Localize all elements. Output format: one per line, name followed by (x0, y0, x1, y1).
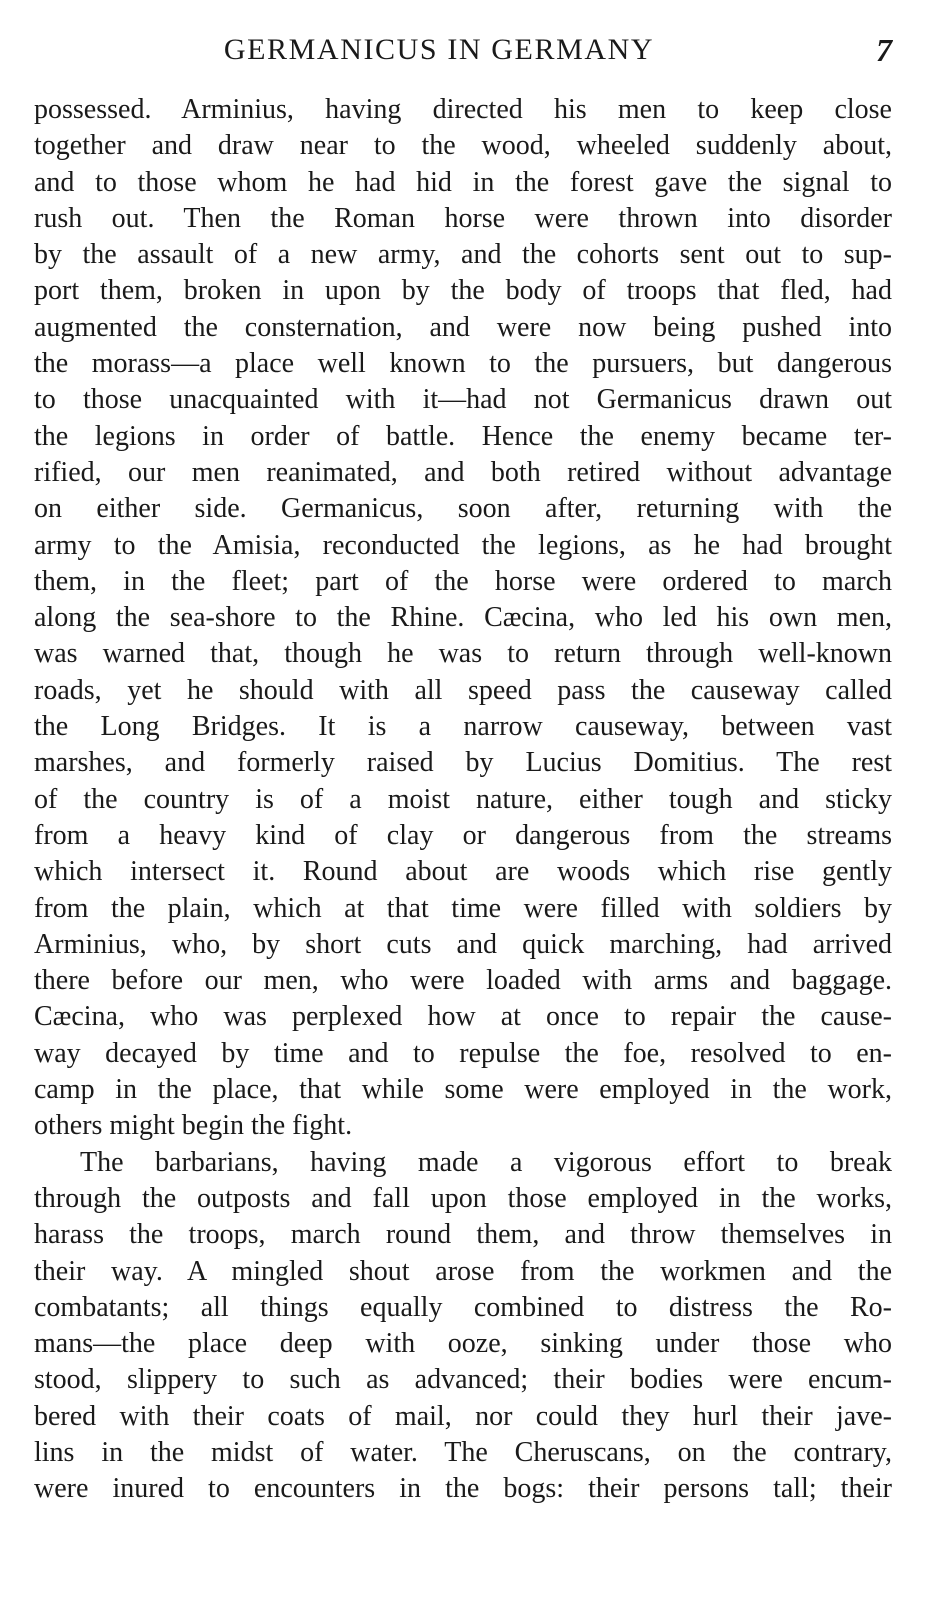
text-line: their way. A mingled shout arose from the workmen and the (34, 1255, 892, 1287)
paragraph-start-line: The barbarians, having made a vigorous effort to break (80, 1146, 892, 1178)
text-line: of the country is of a moist nature, either tough and sticky (34, 783, 892, 815)
text-line: combatants; all things equally combined to distress the Ro- (34, 1291, 892, 1323)
page-number: 7 (876, 32, 892, 68)
text-line: marshes, and formerly raised by Lucius Domitius. The rest (34, 747, 892, 779)
text-line: were inured to encounters in the bogs: their persons tall; their (34, 1473, 892, 1505)
text-line: from a heavy kind of clay or dangerous from the streams (34, 819, 892, 851)
text-line: possessed. Arminius, having directed his men to keep close (34, 94, 892, 125)
text-line: by the assault of a new army, and the cohorts sent out to sup- (34, 239, 892, 271)
text-line: the legions in order of battle. Hence the enemy became ter- (34, 420, 892, 452)
text-line: rush out. Then the Roman horse were thrown into disorder (34, 202, 892, 234)
text-line: to those unacquainted with it—had not Germanicus drawn out (34, 384, 892, 416)
text-line: bered with their coats of mail, nor could they hurl their jave- (34, 1400, 892, 1432)
text-line: from the plain, which at that time were filled with soldiers by (34, 892, 892, 924)
text-line: port them, broken in upon by the body of troops that fled, had (34, 275, 892, 307)
text-line: lins in the midst of water. The Cheruscans, on the contrary, (34, 1436, 892, 1468)
text-line: on either side. Germanicus, soon after, returning with the (34, 493, 892, 525)
text-line: Cæcina, who was perplexed how at once to repair the cause- (34, 1001, 892, 1033)
text-line: them, in the fleet; part of the horse were ordered to march (34, 565, 892, 597)
text-line: rified, our men reanimated, and both retired without advantage (34, 456, 892, 488)
text-line: camp in the place, that while some were employed in the work, (34, 1074, 892, 1106)
text-line: was warned that, though he was to return through well-known (34, 638, 892, 670)
text-line: the morass—a place well known to the pursuers, but dangerous (34, 348, 892, 380)
text-line: army to the Amisia, reconducted the legions, as he had brought (34, 529, 892, 561)
text-line: stood, slippery to such as advanced; their bodies were encum- (34, 1364, 892, 1396)
text-line: there before our men, who were loaded with arms and baggage. (34, 965, 892, 997)
running-head (34, 30, 892, 70)
text-line: and to those whom he had hid in the forest gave the signal to (34, 166, 892, 198)
body-text (34, 92, 892, 1508)
text-line: along the sea-shore to the Rhine. Cæcina, who led his own men, (34, 602, 892, 634)
text-line: mans—the place deep with ooze, sinking under those who (34, 1328, 892, 1360)
text-line: Arminius, who, by short cuts and quick marching, had arrived (34, 928, 892, 960)
paragraph-end-line: others might begin the fight. (34, 1110, 353, 1142)
text-line: the Long Bridges. It is a narrow causeway, between vast (34, 711, 892, 743)
text-line: which intersect it. Round about are woods which rise gently (34, 856, 892, 888)
text-line: harass the troops, march round them, and throw themselves in (34, 1219, 892, 1251)
text-line: way decayed by time and to repulse the foe, resolved to en- (34, 1037, 892, 1069)
text-line: roads, yet he should with all speed pass the causeway called (34, 674, 892, 706)
text-line: together and draw near to the wood, wheeled suddenly about, (34, 130, 892, 162)
text-line: augmented the consternation, and were now being pushed into (34, 311, 892, 343)
text-line: through the outposts and fall upon those employed in the works, (34, 1182, 892, 1214)
running-title: GERMANICUS IN GERMANY (223, 33, 655, 66)
